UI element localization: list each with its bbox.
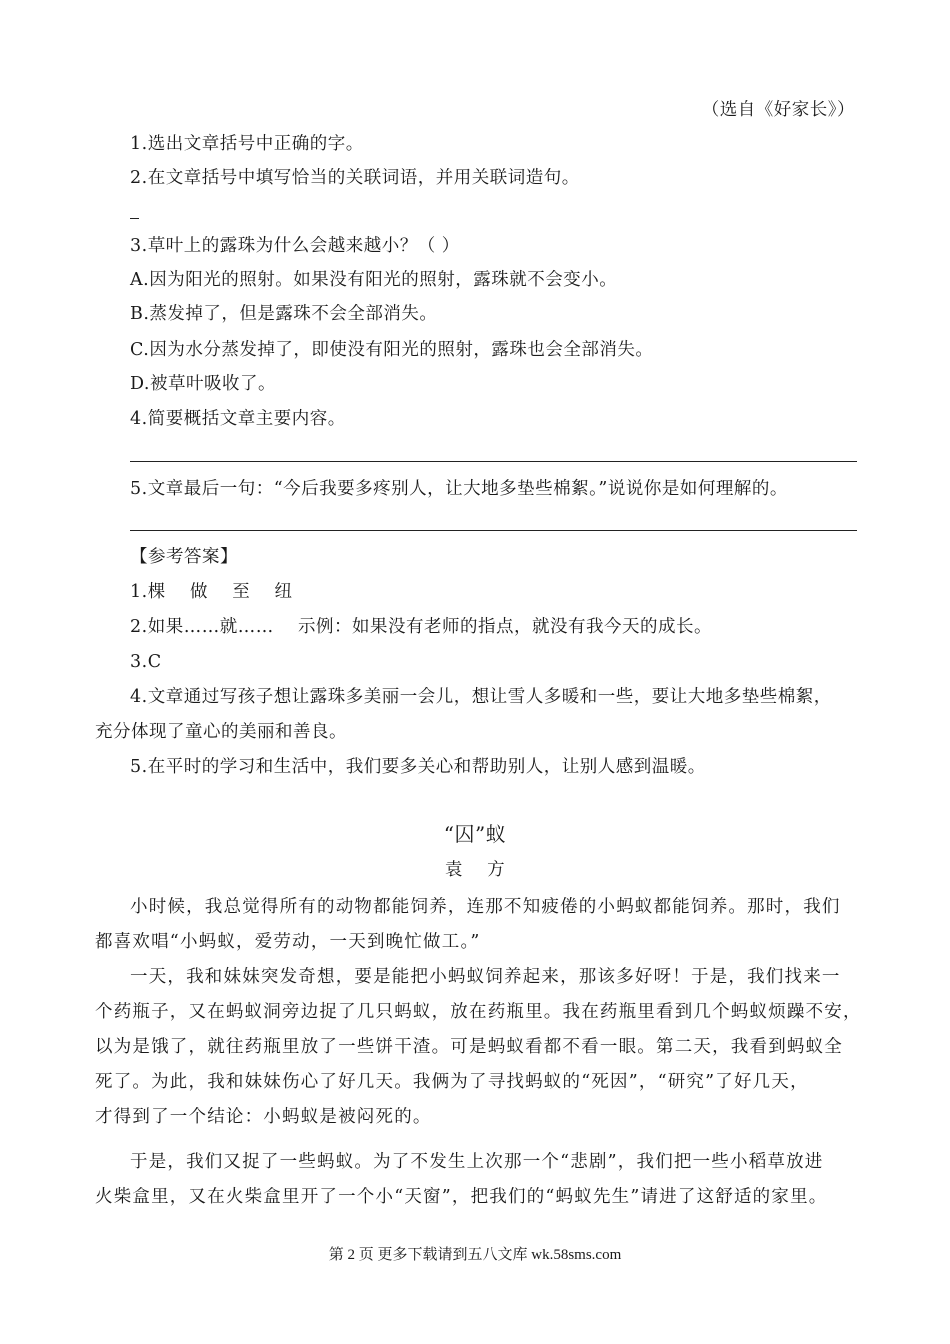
answer-line-5 <box>130 530 857 531</box>
article-line: 于是，我们又捉了一些蚂蚁。为了不发生上次那一个“悲剧”，我们把一些小稻草放进 <box>130 1152 824 1172</box>
question-3: 3.草叶上的露珠为什么会越来越小？（ ） <box>130 236 460 256</box>
answer-1: 1.棵 做 至 纽 <box>130 582 293 602</box>
answer-blank-dash <box>130 218 139 219</box>
article-line: 一天，我和妹妹突发奇想，要是能把小蚂蚁饲养起来，那该多好呀！于是，我们找来一 <box>130 967 841 987</box>
answer-key-heading: 【参考答案】 <box>130 547 238 567</box>
question-4: 4.简要概括文章主要内容。 <box>130 409 346 429</box>
article-line: 死了。为此，我和妹妹伤心了好几天。我俩为了寻找蚂蚁的“死因”，“研究”了好几天， <box>95 1072 809 1092</box>
answer-2: 2.如果……就…… 示例：如果没有老师的指点，就没有我今天的成长。 <box>130 617 712 637</box>
article-line: 个药瓶子，又在蚂蚁洞旁边捉了几只蚂蚁，放在药瓶里。我在药瓶里看到几个蚂蚁烦躁不安， <box>95 1002 862 1022</box>
question-3-option-a: A.因为阳光的照射。如果没有阳光的照射，露珠就不会变小。 <box>130 270 618 290</box>
article-author: 袁 方 <box>444 860 506 880</box>
article-line: 都喜欢唱“小蚂蚁，爱劳动，一天到晚忙做工。” <box>95 932 481 952</box>
article-line: 以为是饿了，就往药瓶里放了一些饼干渣。可是蚂蚁看都不看一眼。第二天，我看到蚂蚁全 <box>95 1037 843 1057</box>
question-3-option-d: D.被草叶吸收了。 <box>130 374 276 394</box>
question-2: 2.在文章括号中填写恰当的关联词语，并用关联词造句。 <box>130 168 580 188</box>
article-line: 火柴盒里，又在火柴盒里开了一个小“天窗”，把我们的“蚂蚁先生”请进了这舒适的家里。 <box>95 1187 828 1207</box>
question-3-option-c: C.因为水分蒸发掉了，即使没有阳光的照射，露珠也会全部消失。 <box>130 340 654 360</box>
source-citation: （选自《好家长》） <box>701 100 855 120</box>
answer-3: 3.C <box>130 652 162 672</box>
answer-5: 5.在平时的学习和生活中，我们要多关心和帮助别人，让别人感到温暖。 <box>130 757 706 777</box>
article-line: 小时候，我总觉得所有的动物都能饲养，连那不知疲倦的小蚂蚁都能饲养。那时，我们 <box>130 897 841 917</box>
answer-4-line-2: 充分体现了童心的美丽和善良。 <box>95 722 347 742</box>
page-footer: 第 2 页 更多下载请到五八文库 wk.58sms.com <box>328 1247 622 1263</box>
article-line: 才得到了一个结论：小蚂蚁是被闷死的。 <box>95 1107 432 1127</box>
question-5: 5.文章最后一句：“今后我要多疼别人，让大地多垫些棉絮。”说说你是如何理解的。 <box>130 479 788 499</box>
article-title: “囚”蚁 <box>443 822 507 846</box>
answer-4-line-1: 4.文章通过写孩子想让露珠多美丽一会儿，想让雪人多暖和一些，要让大地多垫些棉絮， <box>130 687 832 707</box>
question-1: 1.选出文章括号中正确的字。 <box>130 134 364 154</box>
answer-line-4 <box>130 461 857 462</box>
question-3-option-b: B.蒸发掉了，但是露珠不会全部消失。 <box>130 304 438 324</box>
